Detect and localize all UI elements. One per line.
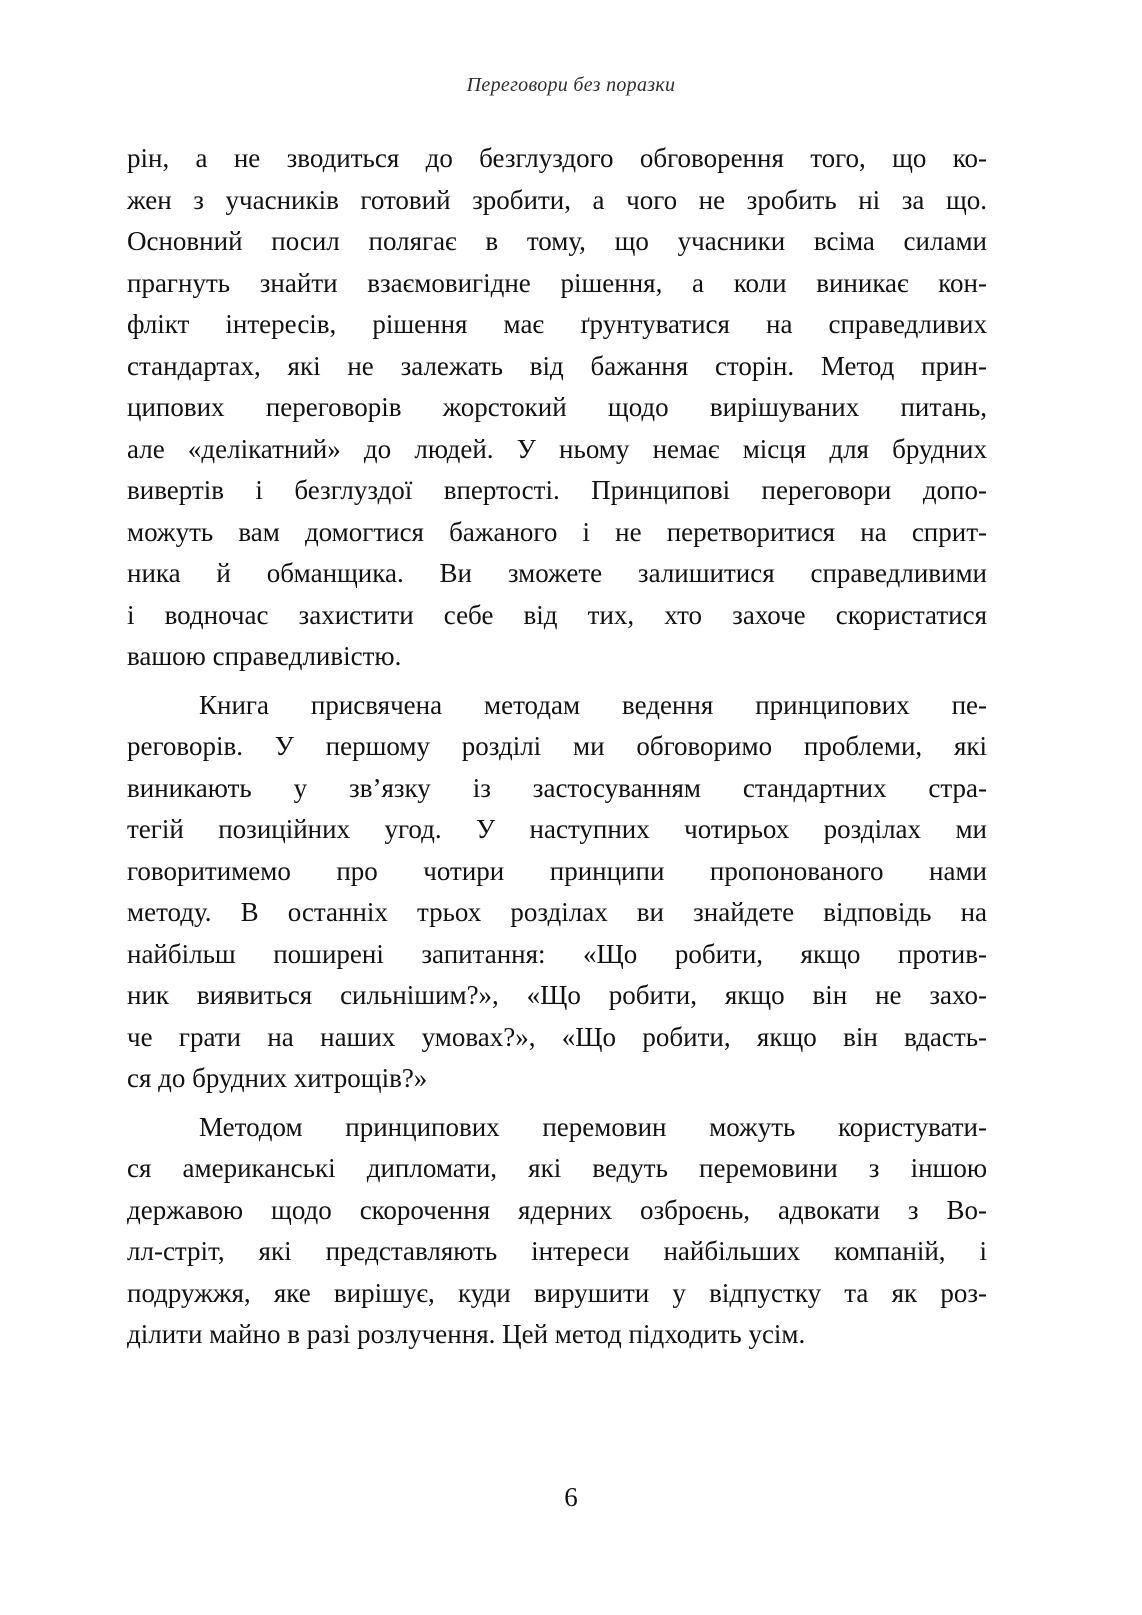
text-line: тегій позиційних угод. У наступних чотирьох розділах ми bbox=[127, 814, 987, 844]
page-number: 6 bbox=[564, 1482, 578, 1512]
text-line: ник виявиться сильнішим?», «Що робити, якщо він не захо- bbox=[127, 980, 987, 1010]
text-line: ципових переговорів жорстокий щодо вирішуваних питань, bbox=[127, 392, 987, 422]
text-line: але «делікатний» до людей. У ньому немає місця для брудних bbox=[127, 433, 987, 464]
text-line: найбільш поширені запитання: «Що робити, якщо против- bbox=[127, 938, 987, 969]
text-line: стандартах, які не залежать від бажання сторін. Метод прин- bbox=[127, 350, 987, 381]
text-line: жен з учасників готовий зробити, а чого не зробить ні за що. bbox=[127, 184, 987, 215]
text-line: Книга присвячена методам ведення принципових пе- bbox=[199, 689, 987, 720]
text-line: Методом принципових перемовин можуть користувати- bbox=[199, 1111, 987, 1142]
text-line: подружжя, яке вирішує, куди вирушити у відпустку та як роз- bbox=[127, 1277, 987, 1308]
text-line: флікт інтересів, рішення має ґрунтуватися на справедливих bbox=[127, 309, 987, 339]
text-line: і водночас захистити себе від тих, хто захоче скористатися bbox=[127, 599, 987, 630]
text-line: че грати на наших умовах?», «Що робити, якщо він вдасть- bbox=[127, 1021, 987, 1052]
text-line: Основний посил полягає в тому, що учасники всіма силами bbox=[127, 226, 987, 256]
body-text bbox=[127, 138, 987, 1356]
text-line: виникають у зв’язку із застосуванням стандартних стра- bbox=[127, 772, 987, 803]
text-line: вашою справедливістю. bbox=[127, 641, 402, 671]
text-line: прагнуть знайти взаємовигідне рішення, а коли виникає кон- bbox=[127, 267, 987, 298]
text-line: державою щодо скорочення ядерних озброєнь, адвокати з Во- bbox=[127, 1194, 987, 1225]
text-line: вивертів і безглуздої впертості. Принципові переговори допо- bbox=[127, 475, 987, 505]
text-line: рін, а не зводиться до безглуздого обговорення того, що ко- bbox=[127, 143, 987, 173]
running-header: Переговори без поразки bbox=[466, 74, 676, 96]
paragraph bbox=[127, 685, 987, 1100]
text-line: реговорів. У першому розділі ми обговоримо проблеми, які bbox=[127, 731, 987, 761]
text-line: методу. В останніх трьох розділах ви знайдете відповідь на bbox=[127, 897, 987, 927]
text-line: ника й обманщика. Ви зможете залишитися справедливими bbox=[127, 558, 987, 588]
text-line: лл-стріт, які представляють інтереси найбільших компаній, і bbox=[127, 1236, 987, 1266]
text-line: ся до брудних хитрощів?» bbox=[127, 1063, 428, 1093]
text-line: ся американські дипломати, які ведуть перемовини з іншою bbox=[127, 1153, 987, 1183]
paragraph bbox=[127, 138, 987, 678]
text-line: можуть вам домогтися бажаного і не перетворитися на сприт- bbox=[127, 516, 987, 547]
text-line: говоритимемо про чотири принципи пропонованого нами bbox=[127, 855, 987, 886]
text-line: ділити майно в разі розлучення. Цей метод підходить усім. bbox=[127, 1319, 806, 1349]
paragraph bbox=[127, 1107, 987, 1356]
